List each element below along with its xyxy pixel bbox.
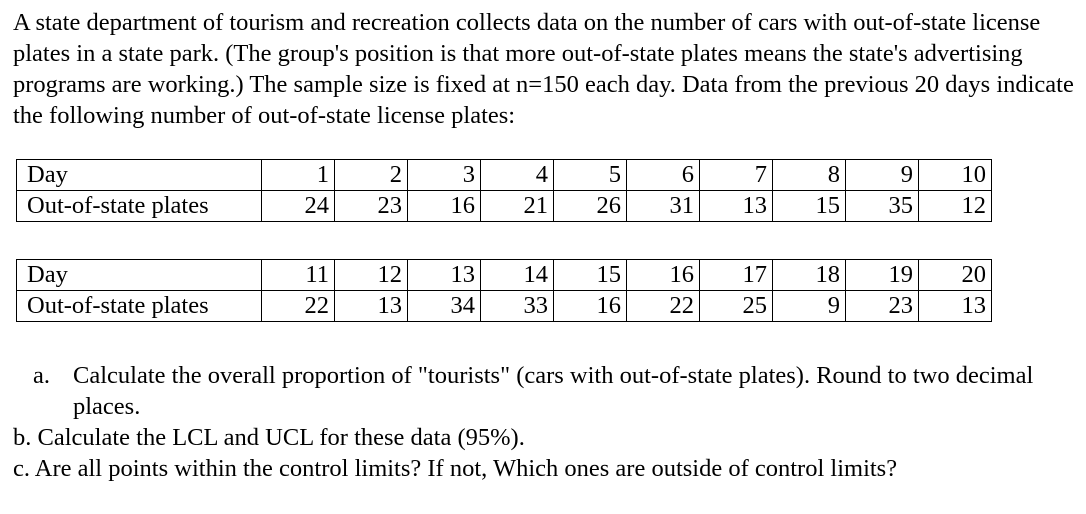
plates-cell: 35	[846, 191, 919, 222]
question-list	[13, 360, 1075, 484]
plates-cell: 31	[627, 191, 700, 222]
plates-cell: 13	[335, 291, 408, 322]
question-b: b. Calculate the LCL and UCL for these data (95%).	[13, 424, 525, 451]
question-a-marker: a.	[33, 362, 50, 389]
question-a-text: Calculate the overall proportion of "tourists" (cars with out-of-state plates). Round to two decimal places.	[73, 362, 1034, 420]
day-cell: 14	[481, 260, 554, 291]
day-cell: 4	[481, 160, 554, 191]
plates-cell: 33	[481, 291, 554, 322]
day-row	[17, 160, 992, 191]
plates-table-days-1-10	[16, 159, 992, 222]
day-cell: 5	[554, 160, 627, 191]
day-cell: 7	[700, 160, 773, 191]
plates-cell: 23	[335, 191, 408, 222]
plates-row	[17, 191, 992, 222]
day-cell: 2	[335, 160, 408, 191]
day-cell: 17	[700, 260, 773, 291]
plates-cell: 22	[262, 291, 335, 322]
day-label: Day	[17, 260, 262, 291]
plates-cell: 24	[262, 191, 335, 222]
day-cell: 16	[627, 260, 700, 291]
day-row	[17, 260, 992, 291]
plates-table-days-11-20	[16, 259, 992, 322]
plates-cell: 26	[554, 191, 627, 222]
plates-cell: 25	[700, 291, 773, 322]
plates-cell: 15	[773, 191, 846, 222]
plates-row	[17, 291, 992, 322]
day-cell: 18	[773, 260, 846, 291]
plates-cell: 23	[846, 291, 919, 322]
day-cell: 13	[408, 260, 481, 291]
day-cell: 12	[335, 260, 408, 291]
day-cell: 10	[919, 160, 992, 191]
plates-cell: 13	[919, 291, 992, 322]
day-cell: 1	[262, 160, 335, 191]
plates-cell: 13	[700, 191, 773, 222]
question-a	[13, 360, 1075, 422]
day-cell: 15	[554, 260, 627, 291]
plates-label: Out-of-state plates	[17, 291, 262, 322]
plates-cell: 22	[627, 291, 700, 322]
day-cell: 6	[627, 160, 700, 191]
question-c: c. Are all points within the control limits? If not, Which ones are outside of control limits?	[13, 455, 898, 482]
plates-cell: 16	[408, 191, 481, 222]
day-cell: 9	[846, 160, 919, 191]
problem-intro: A state department of tourism and recreation collects data on the number of cars with out-of-state license plates in a state park. (The group's position is that more out-of-state plates means the state's advertising programs are working.) The sample size is fixed at n=150 each day. Data from the previous 20 days indicate the following number of out-of-state license plates:	[13, 9, 1074, 129]
plates-cell: 9	[773, 291, 846, 322]
day-cell: 20	[919, 260, 992, 291]
day-cell: 3	[408, 160, 481, 191]
plates-cell: 21	[481, 191, 554, 222]
day-cell: 19	[846, 260, 919, 291]
day-cell: 8	[773, 160, 846, 191]
plates-cell: 12	[919, 191, 992, 222]
plates-cell: 34	[408, 291, 481, 322]
day-label: Day	[17, 160, 262, 191]
plates-cell: 16	[554, 291, 627, 322]
day-cell: 11	[262, 260, 335, 291]
plates-label: Out-of-state plates	[17, 191, 262, 222]
